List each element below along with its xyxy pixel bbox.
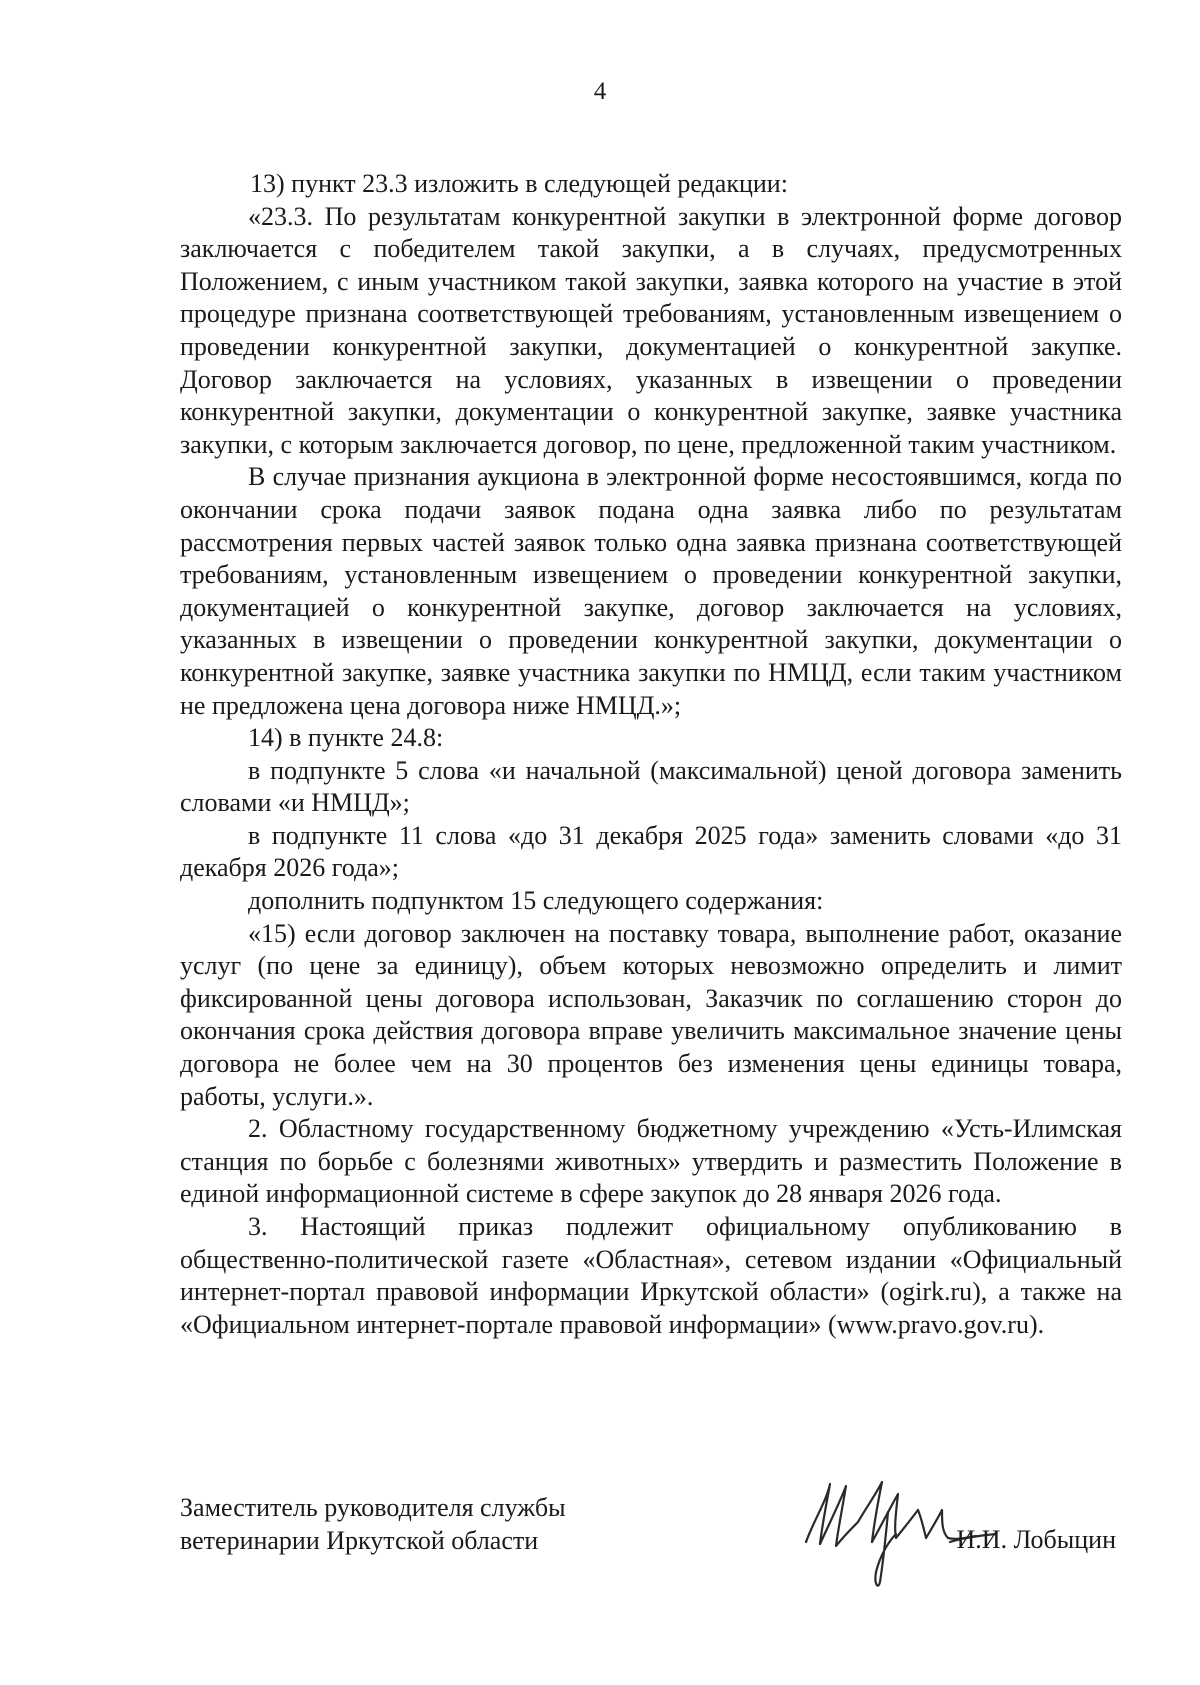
paragraph-point-2: 2. Областному государственному бюджетному учреждению «Усть-Илимская станция по борьбе с болезнями животных» утвердить и разместить Положение в единой информационной системе в сфере закупок до 28 января 2026 года.: [180, 1114, 1122, 1209]
signer-title-line-1: Заместитель руководителя службы: [180, 1493, 566, 1522]
document-body: [180, 168, 1122, 1341]
paragraph-subitem-5: в подпункте 5 слова «и начальной (максимальной) ценой договора заменить словами «и НМЦД»;: [180, 755, 1122, 818]
paragraph-auction-failed: В случае признания аукциона в электронной форме несостоявшимся, когда по окончании срока подачи заявок подана одна заявка либо по результатам рассмотрения первых частей заявок только одна заявка признана соответствующей требованиям, установленным извещением о проведении конкурентной закупки, документацией о конкурентной закупке, договор заключается на условиях, указанных в извещении о проведении конкурентной закупки, документации о конкурентной закупке, заявке участника закупки по НМЦД, если таким участником не предложена цена договора ниже НМЦД.»;: [180, 462, 1122, 720]
paragraph-item-14: 14) в пункте 24.8:: [248, 723, 444, 753]
signer-name: И.И. Лобыцин: [956, 1525, 1116, 1554]
signer-title-line-2: ветеринарии Иркутской области: [180, 1525, 539, 1555]
signature-block: [180, 1492, 1122, 1612]
page-number: 4: [593, 78, 607, 105]
paragraph-clause-23-3: «23.3. По результатам конкурентной закупки в электронной форме договор заключается с победителем такой закупки, а в случаях, предусмотренных Положением, с иным участником такой закупки, заявка которого на участие в этой процедуре признана соответствующей требованиям, установленным извещением о проведении конкурентной закупки, документацией о конкурентной закупке. Договор заключается на условиях, указанных в извещении о проведении конкурентной закупки, документации о конкурентной закупке, заявке участника закупки, с которым заключается договор, по цене, предложенной таким участником.: [180, 201, 1122, 459]
paragraph-point-3: 3. Настоящий приказ подлежит официальному опубликованию в общественно-политической газете «Областная», сетевом издании «Официальный интернет-портал правовой информации Иркутской области» (ogirk.ru), а также на «Официальном интернет-портале правовой информации» (www.pravo.gov.ru).: [180, 1212, 1122, 1339]
signer-title: [180, 1492, 566, 1557]
paragraph-add-subitem-15: дополнить подпунктом 15 следующего содержания:: [248, 886, 824, 916]
paragraph-item-13: 13) пункт 23.3 изложить в следующей редакции:: [250, 169, 788, 198]
paragraph-subitem-15-text: «15) если договор заключен на поставку товара, выполнение работ, оказание услуг (по цене за единицу), объем которых невозможно определить и лимит фиксированной цены договора использован, Заказчик по соглашению сторон до окончания срока действия договора вправе увеличить максимальное значение цены договора не более чем на 30 процентов без изменения цены единицы товара, работы, услуги.».: [180, 918, 1122, 1111]
paragraph-subitem-11: в подпункте 11 слова «до 31 декабря 2025 года» заменить словами «до 31 декабря 2026 года»;: [180, 820, 1122, 883]
